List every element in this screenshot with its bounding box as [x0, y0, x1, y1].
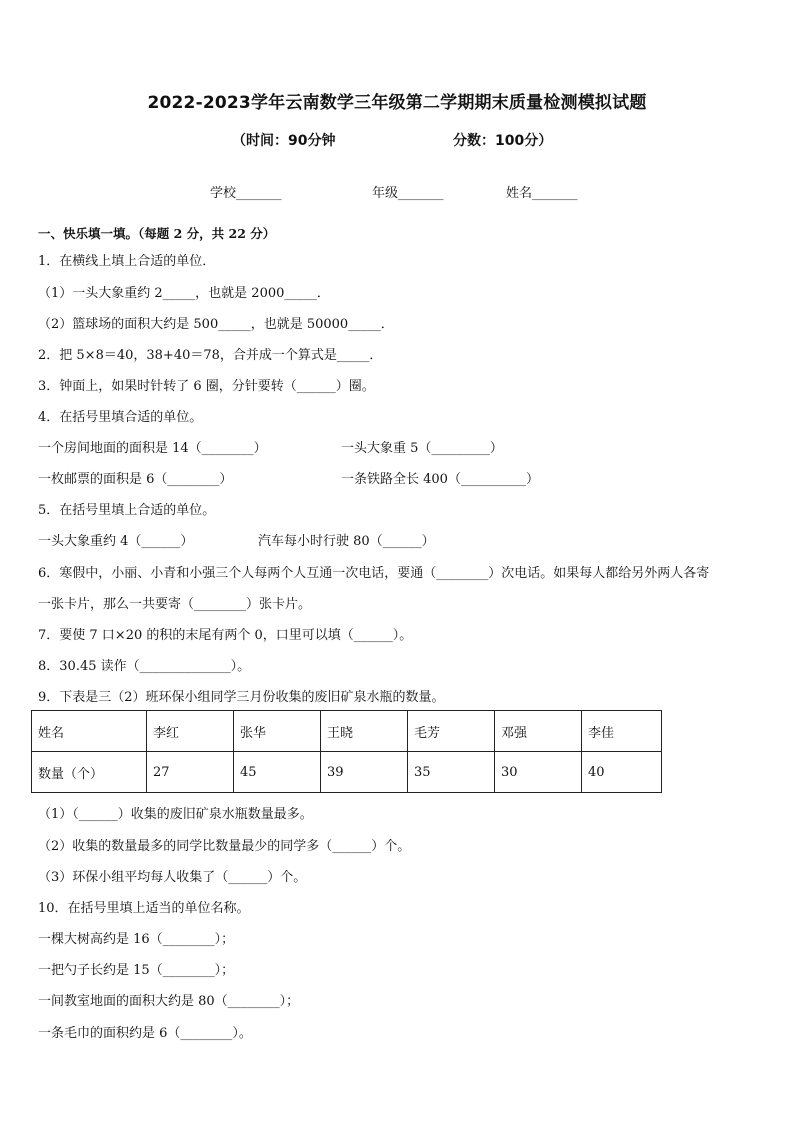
- question-6-line-2: 一张卡片，那么一共要寄（________）张卡片。: [38, 597, 312, 612]
- table-cell: 李红: [147, 711, 234, 752]
- question-7: 7．要使 7 口×20 的积的末尾有两个 0，口里可以填（______）。: [38, 628, 413, 643]
- table-row: [32, 711, 662, 752]
- question-9-2: （2）收集的数量最多的同学比数量最少的同学多（______）个。: [38, 839, 411, 854]
- question-8: 8．30.45 读作（______________）。: [38, 659, 251, 674]
- name-field: 姓名_______: [506, 186, 578, 201]
- table-cell: 邓强: [495, 711, 582, 752]
- exam-score: 分数：100分）: [453, 133, 553, 149]
- question-10-c: 一间教室地面的面积大约是 80（________）；: [38, 994, 300, 1009]
- table-cell: 王晓: [321, 711, 408, 752]
- question-5-a: 一头大象重约 4（______）: [38, 534, 194, 549]
- table-cell: 27: [147, 752, 234, 793]
- table-cell: 数量（个）: [32, 752, 147, 793]
- bottle-count-table: [31, 710, 662, 793]
- table-cell: 39: [321, 752, 408, 793]
- question-3: 3．钟面上，如果时针转了 6 圈，分针要转（______）圈。: [38, 379, 375, 394]
- question-5-b: 汽车每小时行驶 80（______）: [258, 534, 435, 549]
- question-9: 9．下表是三（2）班环保小组同学三月份收集的废旧矿泉水瓶的数量。: [38, 690, 445, 705]
- table-cell: 毛芳: [408, 711, 495, 752]
- question-4-b: 一头大象重 5（_________）: [341, 441, 503, 456]
- question-4: 4．在括号里填合适的单位。: [38, 410, 203, 425]
- question-10-d: 一条毛巾的面积约是 6（________）。: [38, 1026, 252, 1041]
- question-9-1: （1）（______）收集的废旧矿泉水瓶数量最多。: [38, 807, 313, 822]
- question-6-line-1: 6．寒假中，小丽、小青和小强三个人每两个人互通一次电话，要通（________）次电话。如果每人都给另外两人各寄: [38, 566, 710, 581]
- table-cell: 45: [234, 752, 321, 793]
- table-cell: 李佳: [582, 711, 662, 752]
- table-row: [32, 752, 662, 793]
- table-cell: 35: [408, 752, 495, 793]
- section-heading: 一、快乐填一填。（每题 2 分，共 22 分）: [38, 226, 276, 241]
- question-5: 5．在括号里填上合适的单位。: [38, 503, 216, 518]
- school-field: 学校_______: [210, 186, 282, 201]
- question-4-a: 一个房间地面的面积是 14（________）: [38, 441, 267, 456]
- page-title: 2022-2023学年云南数学三年级第二学期期末质量检测模拟试题: [147, 93, 647, 113]
- question-1-2: （2）篮球场的面积大约是 500_____，也就是 50000_____．: [38, 317, 394, 332]
- table-cell: 40: [582, 752, 662, 793]
- question-4-d: 一条铁路全长 400（__________）: [341, 472, 539, 487]
- question-10: 10．在括号里填上适当的单位名称。: [38, 901, 250, 916]
- table-cell: 30: [495, 752, 582, 793]
- question-1: 1．在横线上填上合适的单位．: [38, 254, 216, 269]
- grade-field: 年级_______: [372, 186, 444, 201]
- question-9-3: （3）环保小组平均每人收集了（______）个。: [38, 870, 307, 885]
- exam-time: （时间：90分钟: [232, 133, 336, 149]
- question-10-a: 一棵大树高约是 16（________）；: [38, 932, 235, 947]
- question-4-c: 一枚邮票的面积是 6（________）: [38, 472, 233, 487]
- question-1-1: （1）一头大象重约 2_____，也就是 2000_____．: [38, 286, 330, 301]
- question-10-b: 一把勺子长约是 15（________）；: [38, 963, 235, 978]
- question-2: 2．把 5×8＝40，38+40＝78，合并成一个算式是_____．: [38, 348, 383, 363]
- table-cell: 张华: [234, 711, 321, 752]
- table-cell: 姓名: [32, 711, 147, 752]
